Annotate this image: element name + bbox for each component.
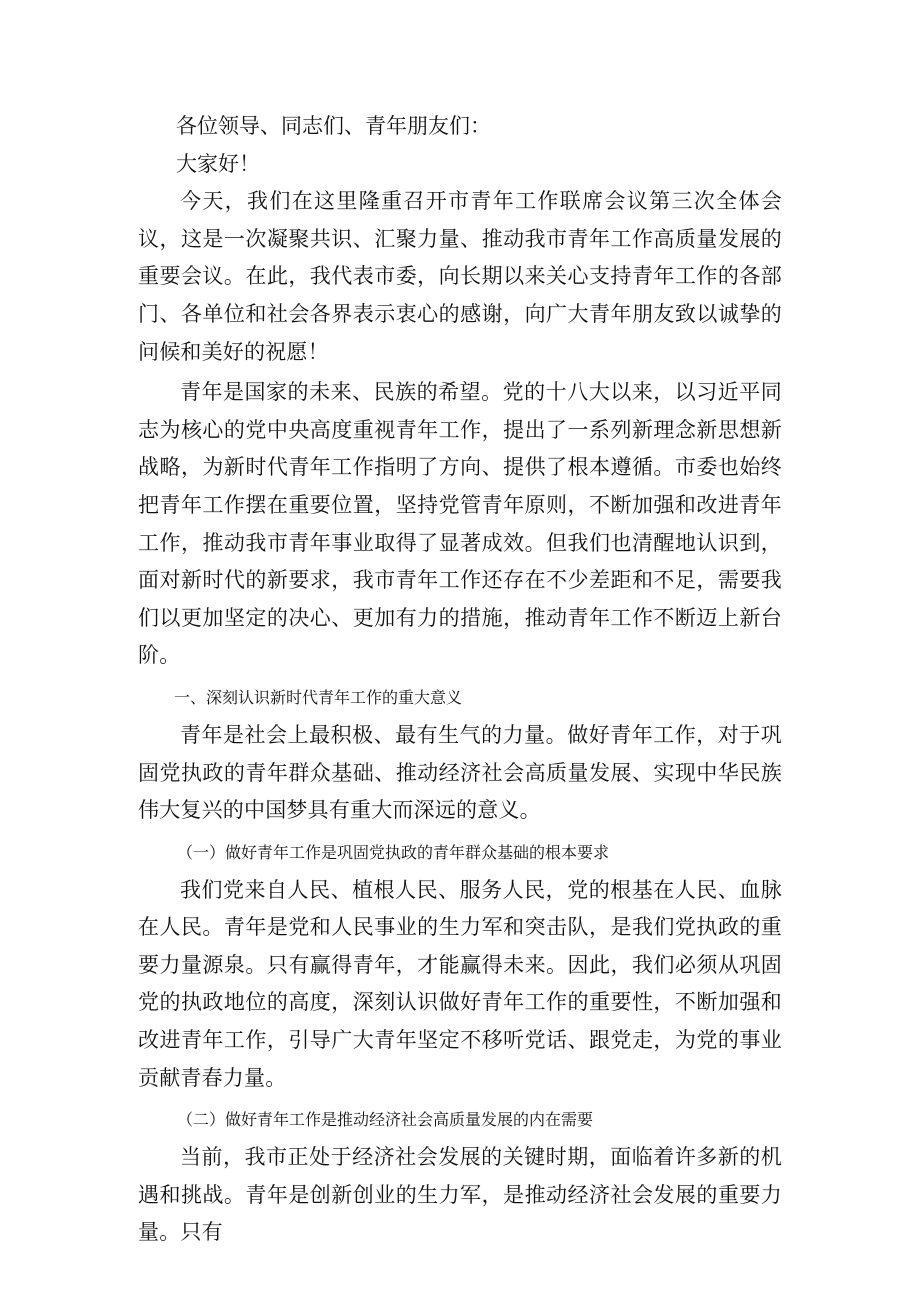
greeting: 大家好！ <box>176 151 260 176</box>
paragraph-opening: 今天，我们在这里隆重召开市青年工作联席会议第三次全体会议，这是一次凝聚共识、汇聚力量、推动我市青年工作高质量发展的重要会议。在此，我代表市委，向长期以来关心支持青年工作的各部门、各单位和社会各界表示衷心的感谢，向广大青年朋友致以诚挚的问候和美好的祝愿！ <box>138 189 782 364</box>
document-body <box>138 108 782 1252</box>
paragraph-party-foundation: 我们党来自人民、植根人民、服务人民，党的根基在人民、血脉在人民。青年是党和人民事业的生力军和突击队，是我们党执政的重要力量源泉。只有赢得青年，才能赢得未来。因此，我们必须从巩固党的执政地位的高度，深刻认识做好青年工作的重要性，不断加强和改进青年工作，引导广大青年坚定不移听党话、跟党走，为党的事业贡献青春力量。 <box>138 877 782 1090</box>
paragraph-significance: 青年是社会上最积极、最有生气的力量。做好青年工作，对于巩固党执政的青年群众基础、推动经济社会高质量发展、实现中华民族伟大复兴的中国梦具有重大而深远的意义。 <box>138 722 782 823</box>
subsection-heading-1: （一）做好青年工作是巩固党执政的青年群众基础的根本要求 <box>177 842 610 862</box>
subsection-heading-2: （二）做好青年工作是推动经济社会高质量发展的内在需要 <box>177 1110 594 1130</box>
paragraph-development: 当前，我市正处于经济社会发展的关键时期，面临着许多新的机遇和挑战。青年是创新创业的生力军，是推动经济社会发展的重要力量。只有 <box>138 1145 782 1245</box>
salutation: 各位领导、同志们、青年朋友们： <box>176 114 491 138</box>
section-heading-1: 一、深刻认识新时代青年工作的重大意义 <box>174 687 463 707</box>
paragraph-background: 青年是国家的未来、民族的希望。党的十八大以来，以习近平同志为核心的党中央高度重视青年工作，提出了一系列新理念新思想新战略，为新时代青年工作指明了方向、提供了根本遵循。市委也始终把青年工作摆在重要位置，坚持党管青年原则，不断加强和改进青年工作，推动我市青年事业取得了显著成效。但我们也清醒地认识到，面对新时代的新要求，我市青年工作还存在不少差距和不足，需要我们以更加坚定的决心、更加有力的措施，推动青年工作不断迈上新台阶。 <box>138 380 782 668</box>
